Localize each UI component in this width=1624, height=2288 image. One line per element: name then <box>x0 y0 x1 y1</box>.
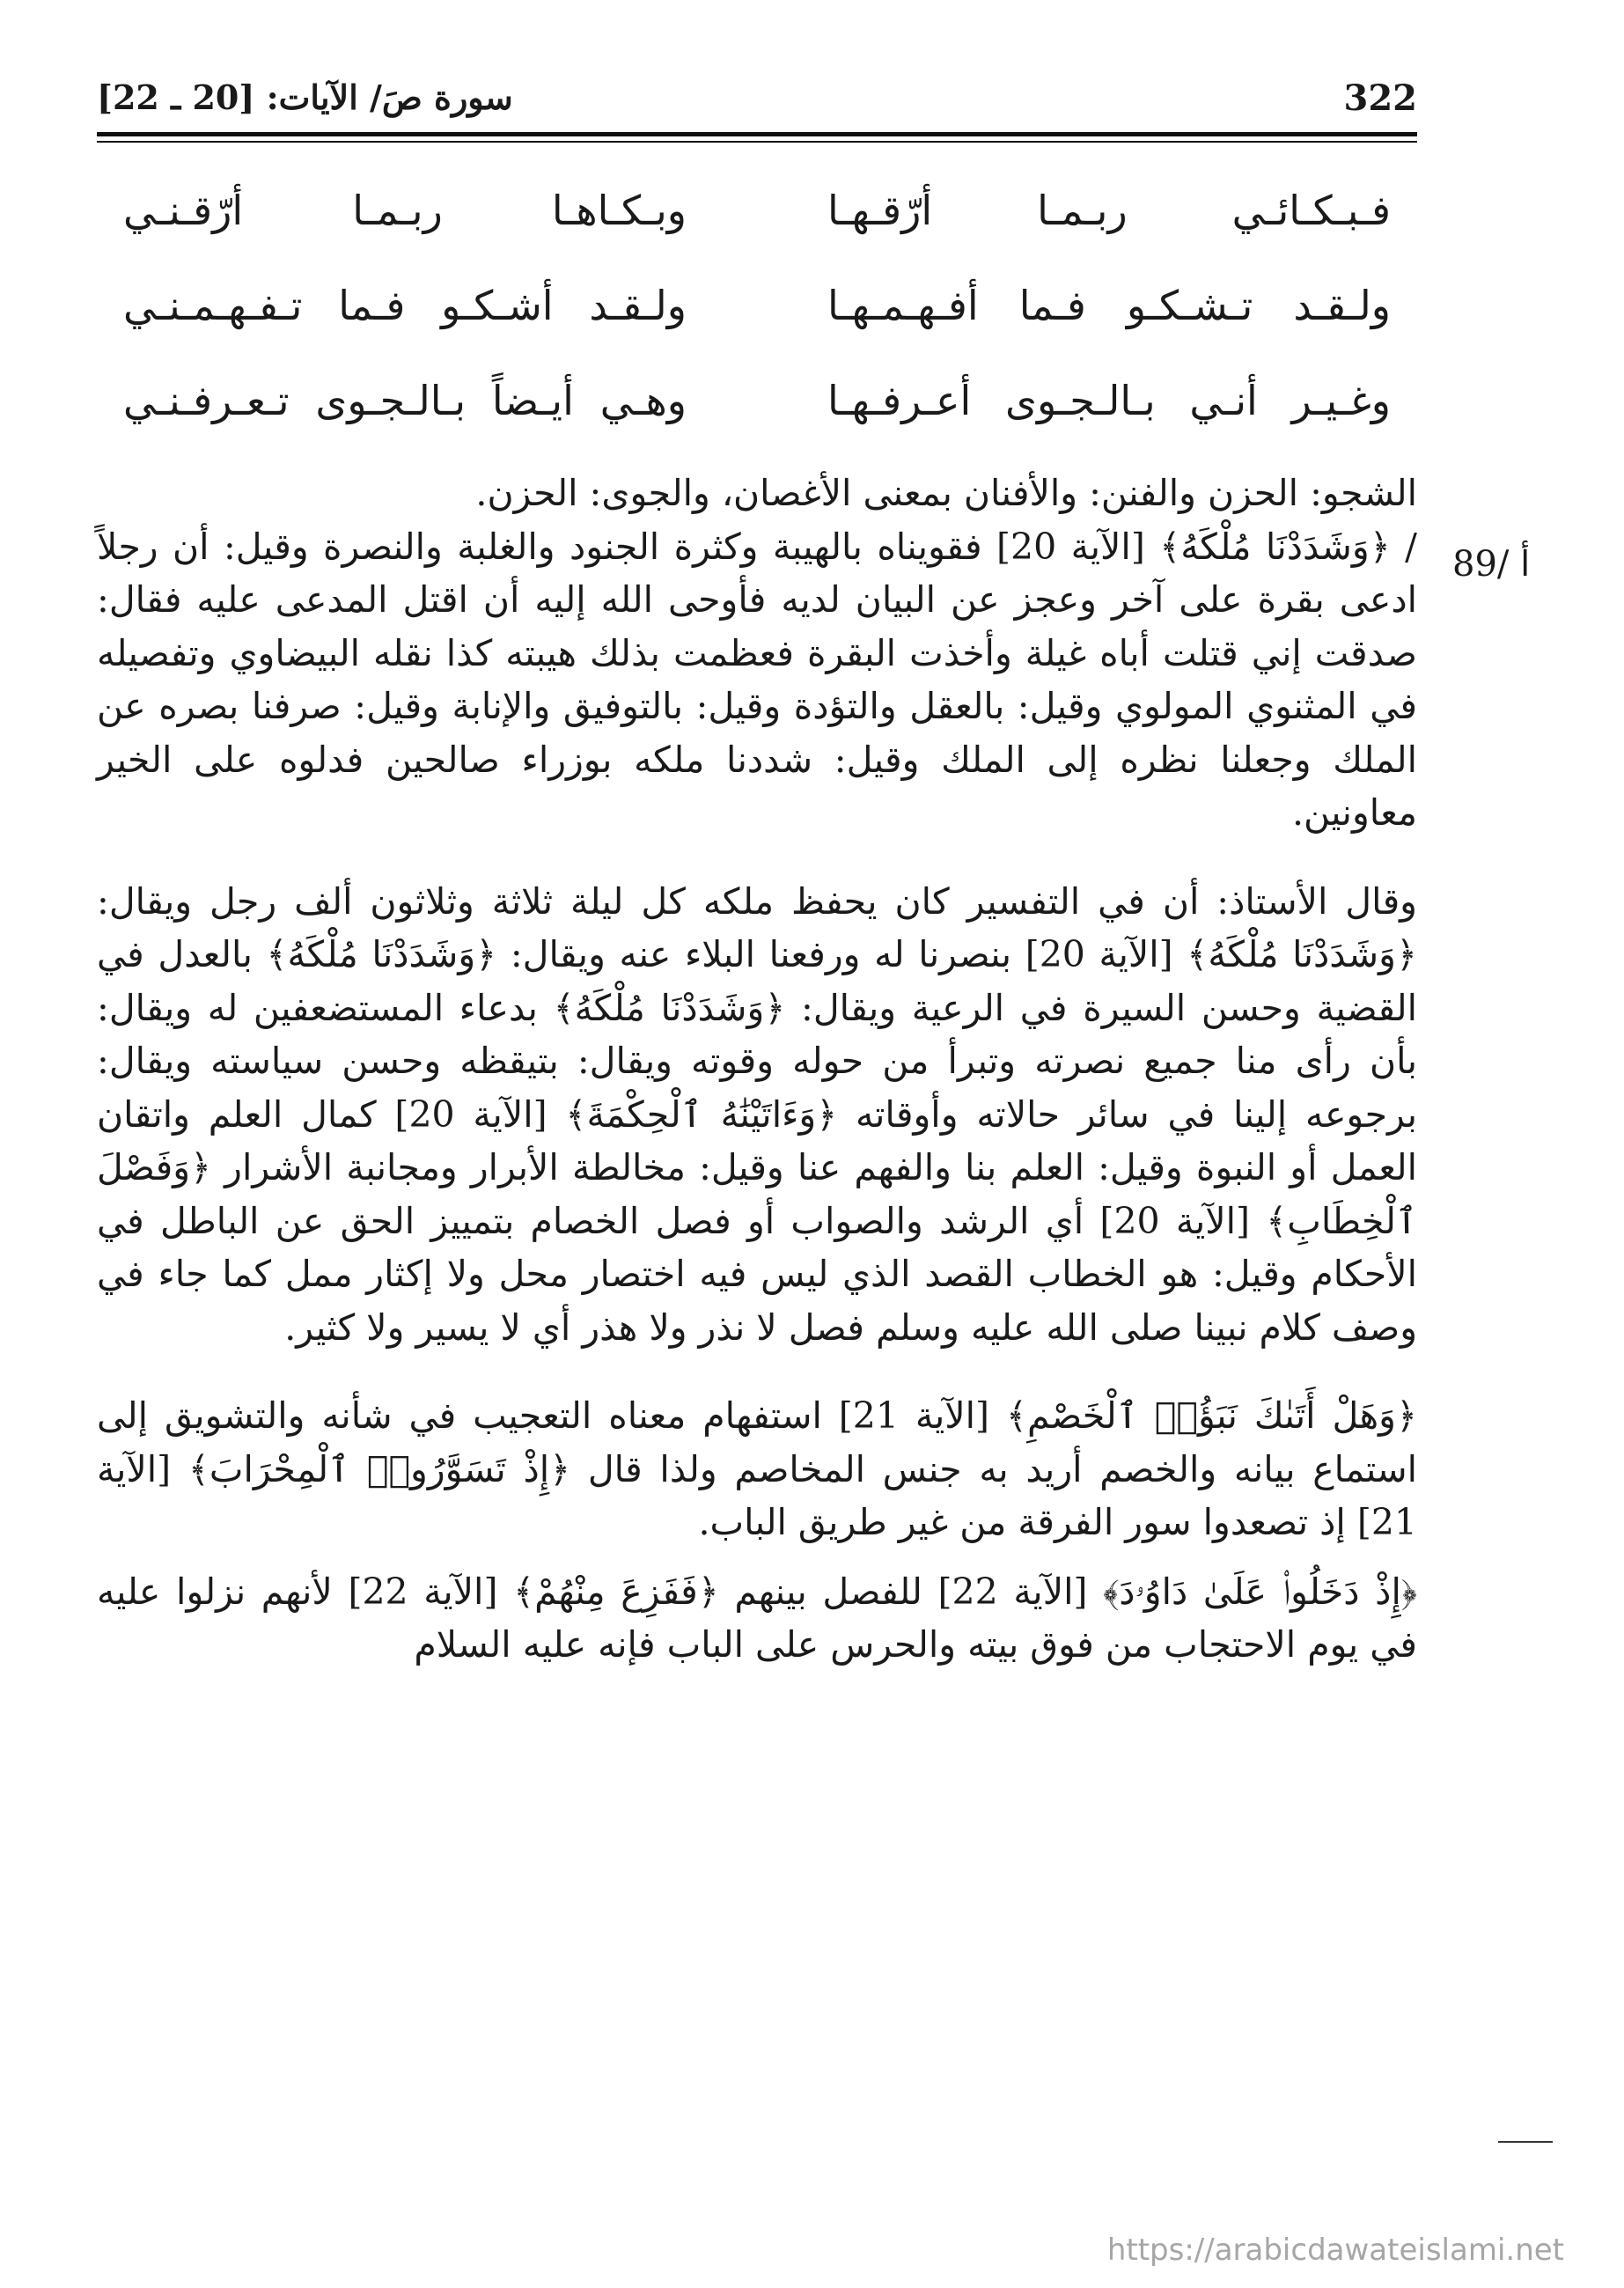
manuscript-folio-marker: 89/ أ <box>1452 544 1531 585</box>
commentary-text <box>97 467 1417 1672</box>
poem-verse <box>123 366 1391 461</box>
running-title: سورة صَ/ الآيات: [20 ـ 22] <box>97 77 513 117</box>
verse-second-hemistich: وبـكـاهـا ربـمـا أرّقـنـي <box>123 187 687 234</box>
verse-first-hemistich: وغـيـر أنـي بـالـجـوى أعـرفـهـا <box>827 377 1391 424</box>
poem <box>123 176 1391 461</box>
verse-second-hemistich: وهـي أيـضاً بـالـجـوى تـعـرفـنـي <box>123 377 687 424</box>
paragraph-ayah-22: ﴿إِذْ دَخَلُوا۟ عَلَىٰ دَاوُۥدَ﴾ [الآية 22] للفصل بينهم ﴿فَفَزِعَ مِنْهُمْ﴾ [الآية 22] لأنهم نزلوا عليه في يوم الاحتجاب من فوق بيته والحرس على الباب فإنه عليه السلام <box>97 1570 1417 1666</box>
poem-verse <box>123 176 1391 271</box>
poem-verse <box>123 271 1391 366</box>
verse-second-hemistich: ولـقـد أشـكـو فـما تـفـهـمـنـي <box>123 282 687 329</box>
verse-first-hemistich: ولـقـد تـشـكـو فـما أفـهـمـهـا <box>827 282 1391 329</box>
paragraph-ayah-20-b: وقال الأستاذ: أن في التفسير كان يحفظ ملكه كل ليلة ثلاثة وثلاثون ألف رجل ويقال: ﴿وَشَدَدْنَا مُلْكَهُ﴾ [الآية 20] بنصرنا له ورفعنا البلاء عنه ويقال: ﴿وَشَدَدْنَا مُلْكَهُ﴾ بالعدل في القضية وحسن السيرة في الرعية ويقال: ﴿وَشَدَدْنَا مُلْكَهُ﴾ بدعاء المستضعفين له ويقال: بأن رأى منا جميع نصرته وتبرأ من حوله وقوته ويقال: بتيقظه وحسن سياسته ويقال: برجوعه إلينا في سائر حالاته وأوقاته ﴿وَءَاتَيْنَٰهُ ٱلْحِكْمَةَ﴾ [الآية 20] كمال العلم واتقان العمل أو النبوة وقيل: العلم بنا والفهم عنا وقيل: مخالطة الأبرار ومجانبة الأشرار ﴿وَفَصْلَ ٱلْخِطَابِ﴾ [الآية 20] أي الرشد والصواب أو فصل الخصام بتمييز الحق عن الباطل في الأحكام وقيل: هو الخطاب القصد الذي ليس فيه اختصار محل ولا إكثار ممل كما جاء في وصف كلام نبينا صلى الله عليه وسلم فصل لا نذر ولا هذر أي لا يسير ولا كثير. <box>97 879 1417 1349</box>
margin-dash <box>1498 2141 1553 2143</box>
verse-first-hemistich: فـبـكـائـي ربـمـا أرّقـهـا <box>827 187 1391 234</box>
paragraph-ayah-20-a: / ﴿وَشَدَدْنَا مُلْكَهُ﴾ [الآية 20] فقويناه بالهيبة وكثرة الجنود والغلبة والنصرة وقيل: أن رجلاً ادعى بقرة على آخر وعجز عن البيان لديه فأوحى الله إليه أن اقتل المدعى عليه فقال: صدقت إني قتلت أباه غيلة وأخذت البقرة فعظمت بذلك هيبته كذا نقله البيضاوي وتفصيله في المثنوي المولوي وقيل: بالعقل والتؤدة وقيل: بالتوفيق والإنابة وقيل: صرفنا بصره عن الملك وجعلنا نظره إلى الملك وقيل: شددنا ملكه بوزراء صالحين فدلوه على الخير معاونين. <box>97 525 1417 834</box>
header-rule-thick <box>97 132 1417 136</box>
page-header <box>97 77 1417 130</box>
header-rule-thin <box>97 141 1417 143</box>
paragraph-glossary: الشجو: الحزن والفنن: والأفنان بمعنى الأغصان، والجوى: الحزن. <box>475 472 1417 514</box>
page-number: 322 <box>1343 77 1417 119</box>
watermark-url: https://arabicdawateislami.net <box>1106 2233 1564 2268</box>
paragraph-ayah-21: ﴿وَهَلْ أَتَىٰكَ نَبَؤُا۟ ٱلْخَصْمِ﴾ [الآية 21] استفهام معناه التعجيب في شأنه والتشويق إلى استماع بيانه والخصم أريد به جنس المخاصم ولذا قال ﴿إِذْ تَسَوَّرُوا۟ ٱلْمِحْرَابَ﴾ [الآية 21] إذ تصعدوا سور الفرقة من غير طريق الباب. <box>97 1394 1417 1543</box>
